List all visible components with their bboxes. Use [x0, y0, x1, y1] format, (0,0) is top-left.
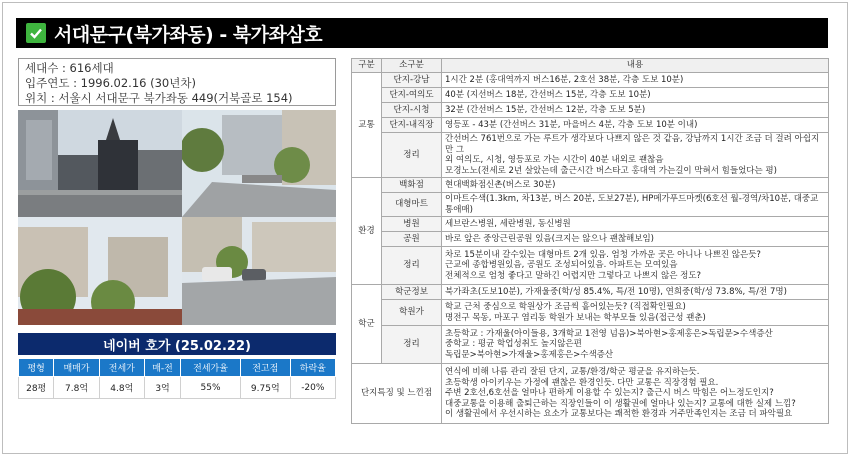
subcategory-cell: 백화점 [382, 178, 442, 193]
content-line: 대중교통을 이용해 출퇴근하는 직장인들이 이 생활권에 얼마나 있는지? 교통에 대한 실제 느낌? [445, 398, 796, 409]
page-title: 서대문구(북가좌동) - 북가좌삼호 [54, 23, 323, 46]
content-line: 초등학교 : 가재울(아이들용, 3개학교 1전영 넘음)>북아현>홍제홍은>독립문>수색증산 [445, 328, 773, 339]
content-line: 전체적으로 엄청 좋다고 말하긴 어렵지만 그렇다고 나쁘지 않은 정도? [445, 270, 702, 281]
subcategory-cell: 공원 [382, 232, 442, 247]
photo-parking-lot [182, 217, 336, 325]
content-line: 중학교 : 평균 학업성취도 높지않은편 [445, 339, 582, 350]
price-header-cell: 전세가 [99, 359, 144, 377]
detail-row [352, 133, 829, 178]
detail-row [352, 326, 829, 364]
price-cell: -20% [290, 377, 335, 399]
content-line: 독립문>북아현>가재울>홍제홍은>수색증산 [445, 349, 614, 360]
category-cell: 단지특징 및 느낀점 [352, 364, 442, 424]
detail-row [352, 364, 829, 424]
content-cell: 세브란스병원, 세란병원, 동신병원 [442, 217, 829, 232]
content-line: 이 생활권에서 우선시하는 요소가 교통보다는 쾌적한 환경과 거주만족인지는 조금 더 파악필요 [445, 409, 793, 420]
subcategory-cell: 정리 [382, 247, 442, 285]
price-header-cell: 평형 [19, 359, 54, 377]
subcategory-cell: 대형마트 [382, 193, 442, 217]
subcategory-cell: 단지-강남 [382, 73, 442, 88]
move-in-text: 입주연도 : 1996.02.16 (30년차) [25, 76, 196, 90]
checkmark-icon [26, 23, 46, 43]
content-cell [442, 364, 829, 424]
detail-row [352, 118, 829, 133]
price-header-cell: 전세가율 [181, 359, 241, 377]
subcategory-cell: 병원 [382, 217, 442, 232]
detail-row [352, 103, 829, 118]
content-line: 연식에 비해 나름 관리 잘된 단지, 교통/환경/학군 평균을 유지하는듯. [445, 367, 700, 378]
content-line: 주변 2호선,6호선을 얼마나 편하게 이용할 수 있는지? 출근시 버스 막힘은 어느정도인지? [445, 388, 774, 399]
photo-collage [18, 110, 336, 325]
detail-row [352, 178, 829, 193]
content-cell: 영등포 - 43분 (간선버스 31분, 마을버스 4분, 각층 도보 10분 이내) [442, 118, 829, 133]
content-cell [442, 300, 829, 326]
detail-header-cell: 내용 [442, 59, 829, 73]
photo-apartment-road [182, 110, 336, 217]
title-bar [16, 18, 828, 48]
content-line: 차로 15분이내 갈수있는 대형마트 2개 있음. 엄청 가까운 곳은 아니나 나쁘진 않은듯? [445, 249, 761, 260]
price-cell: 7.8억 [54, 377, 99, 399]
content-cell: 32분 (간선버스 15분, 간선버스 12분, 각층 도보 5분) [442, 103, 829, 118]
detail-header-cell: 구분 [352, 59, 382, 73]
location-text: 위치 : 서울시 서대문구 북가좌동 449(거북골로 154) [25, 91, 293, 105]
content-line: 학교 근처 중심으로 학원상가 조금씩 흩어있는듯? (직접확인필요) [445, 302, 686, 312]
content-cell: 40분 (지선버스 18분, 간선버스 15분, 각층 도보 10분) [442, 88, 829, 103]
content-cell: 북가좌초(도보10분), 가재울중(학/성 85.4%, 특/전 10명), 연희중(학/성 73.8%, 특/전 7명) [442, 285, 829, 300]
subcategory-cell: 단지-내직장 [382, 118, 442, 133]
subcategory-cell: 단지-시청 [382, 103, 442, 118]
detail-header-cell: 소구분 [382, 59, 442, 73]
detail-row [352, 217, 829, 232]
price-cell: 4.8억 [99, 377, 144, 399]
price-header-cell: 하락율 [290, 359, 335, 377]
category-cell: 학군 [352, 285, 382, 364]
subcategory-cell: 정리 [382, 326, 442, 364]
price-table-row [19, 377, 336, 399]
price-header-cell: 전고점 [240, 359, 290, 377]
subcategory-cell: 정리 [382, 133, 442, 178]
content-cell [442, 326, 829, 364]
subcategory-cell: 학군정보 [382, 285, 442, 300]
price-table [18, 358, 336, 399]
detail-header-row [352, 59, 829, 73]
detail-row [352, 88, 829, 103]
price-table-header [19, 359, 336, 377]
content-cell: 바로 앞은 중앙근린공원 있음(크지는 않으나 괜찮해보임) [442, 232, 829, 247]
content-cell [442, 247, 829, 285]
detail-row [352, 73, 829, 88]
price-cell: 3억 [144, 377, 180, 399]
category-cell: 환경 [352, 178, 382, 285]
price-cell: 55% [181, 377, 241, 399]
price-header-cell: 매-전 [144, 359, 180, 377]
households-text: 세대수 : 616세대 [25, 61, 114, 75]
content-line: 명전구 목동, 마포구 염리동 학원가 보내는 학부모들 있음(접근성 괜춘) [445, 312, 706, 323]
content-cell: 현대백화점신촌(버스로 30분) [442, 178, 829, 193]
photo-street-church [18, 110, 182, 217]
content-cell: 1시간 2분 (홍대역까지 버스16분, 2호선 38분, 각층 도보 10분) [442, 73, 829, 88]
subcategory-cell: 단지-여의도 [382, 88, 442, 103]
content-line: 근교에 종합병원있음, 공원도 조성되어있음. 아파트는 모여있음 [445, 260, 678, 271]
content-cell [442, 133, 829, 178]
price-cell: 28평 [19, 377, 54, 399]
content-line: 초등학생 아이키우는 가정에 괜찮은 환경인듯. 다만 교통은 직장경험 필요. [445, 377, 719, 388]
price-cell: 9.75억 [240, 377, 290, 399]
naver-price-title: 네이버 호가 (25.02.22) [18, 333, 336, 355]
content-line: 모경노노(전세로 2년 살았는데 출근시간 버스타고 홍대역 가는길이 막혀서 힘들었다는 평) [445, 165, 777, 176]
complex-info-box [18, 58, 336, 106]
content-cell: 이마트수색(1.3km, 차13분, 버스 20분, 도보27분), HP메가푸드마켓(6호선 월-경역/차10분, 대중교통애매) [442, 193, 829, 217]
detail-row [352, 300, 829, 326]
price-header-cell: 매매가 [54, 359, 99, 377]
detail-row [352, 232, 829, 247]
subcategory-cell: 학원가 [382, 300, 442, 326]
detail-table [351, 58, 829, 424]
content-line: 외 여의도, 시청, 영등포로 가는 시간이 40분 내외로 괜찮음 [445, 155, 664, 165]
content-line: 간선버스 761번으로 가는 루트가 생각보다 나쁘지 않은 것 같음, 강남까지 1시간 조금 더 걸려 아쉽지만 그 [445, 134, 820, 155]
photo-apartment-trees [18, 217, 182, 325]
detail-row [352, 247, 829, 285]
detail-row [352, 285, 829, 300]
detail-row [352, 193, 829, 217]
category-cell: 교통 [352, 73, 382, 178]
